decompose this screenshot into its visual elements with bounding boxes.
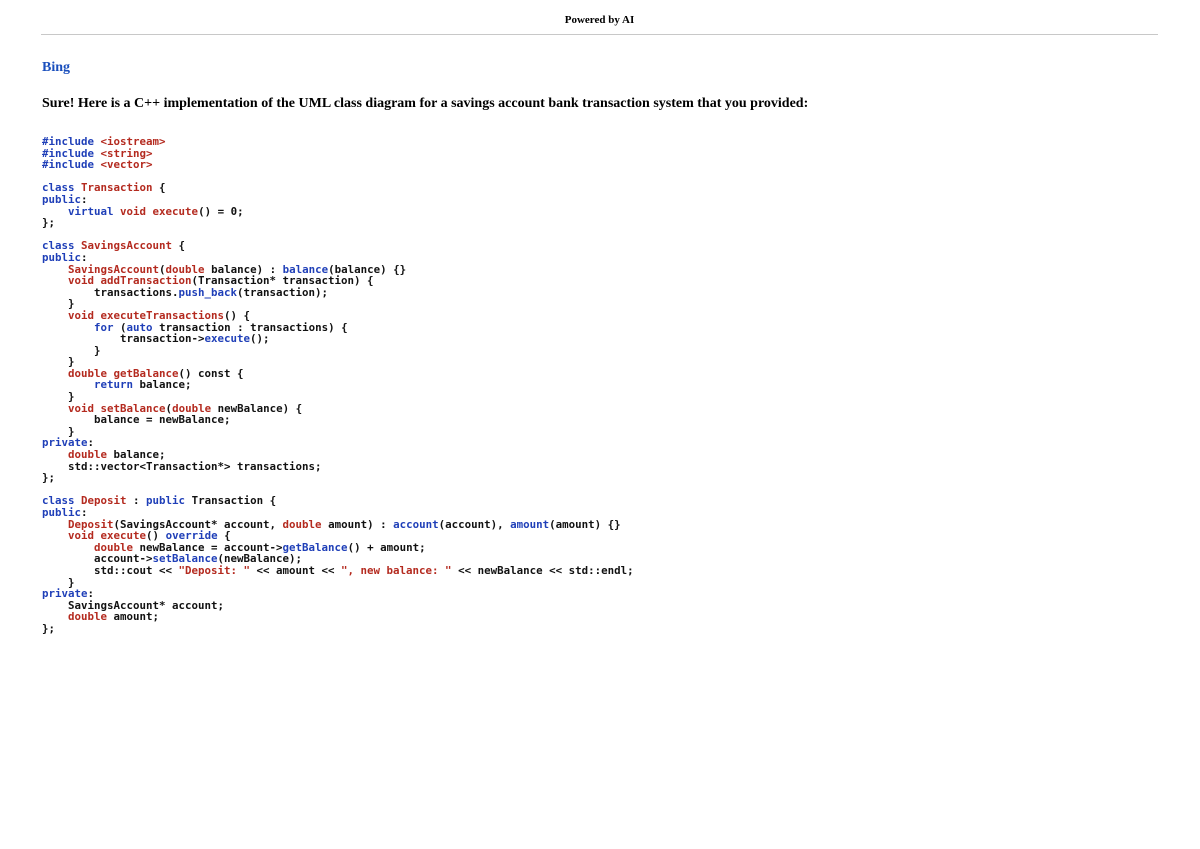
code-token: public xyxy=(42,506,82,519)
code-token: (transaction); xyxy=(237,285,329,299)
code-token: (SavingsAccount* account, xyxy=(113,517,283,531)
code-token: transaction-> xyxy=(42,332,205,346)
code-token: account xyxy=(393,517,439,531)
code-token: SavingsAccount* account; xyxy=(42,598,225,612)
code-token: class xyxy=(42,239,82,253)
code-token: } xyxy=(42,355,75,369)
code-token: << amount << xyxy=(250,563,342,577)
code-token: Transaction { xyxy=(185,494,277,508)
code-token: double xyxy=(172,401,212,415)
code-token: void xyxy=(68,401,101,415)
code-token: amount; xyxy=(107,610,160,624)
code-token: return xyxy=(94,378,134,392)
code-token: balance) : xyxy=(204,262,283,276)
code-token: virtual xyxy=(68,204,121,218)
code-token: } xyxy=(42,297,75,311)
code-token: class xyxy=(42,181,82,195)
message-intro: Sure! Here is a C++ implementation of the UML class diagram for a savings account bank transaction system that you provided: xyxy=(42,96,809,111)
code-token: ", new balance: " xyxy=(341,563,452,577)
code-line xyxy=(42,471,55,484)
code-token: void xyxy=(68,529,101,543)
code-token: std::vector<Transaction*> transactions; xyxy=(42,459,322,473)
code-token: newBalance) { xyxy=(211,401,303,415)
code-token: executeTransactions xyxy=(100,308,225,322)
code-token: getBalance xyxy=(113,366,179,380)
code-token: addTransaction xyxy=(100,274,192,288)
code-token: << newBalance << std::endl; xyxy=(451,563,634,577)
code-token: #include xyxy=(42,146,101,160)
code-token: public xyxy=(42,250,82,264)
code-token: account-> xyxy=(42,552,153,566)
code-token: "Deposit: " xyxy=(178,563,251,577)
code-token: balance = newBalance; xyxy=(42,413,231,427)
code-token: void xyxy=(120,204,153,218)
code-token: amount xyxy=(510,517,550,531)
code-token: execute xyxy=(152,204,199,218)
code-token: ( xyxy=(113,320,127,334)
code-line xyxy=(42,564,634,577)
code-token: #include xyxy=(42,135,101,148)
code-token: <string> xyxy=(100,146,153,160)
code-token: : xyxy=(126,494,147,508)
code-token: transaction : transactions) { xyxy=(152,320,348,334)
code-token: : xyxy=(81,192,88,206)
code-token: : xyxy=(81,506,88,519)
code-token: SavingsAccount xyxy=(68,262,160,276)
code-token: double xyxy=(68,610,108,624)
code-token: execute xyxy=(100,529,147,543)
code-block[interactable] xyxy=(42,136,634,635)
code-token: #include xyxy=(42,158,101,172)
code-line xyxy=(42,460,322,473)
code-token: (); xyxy=(250,332,270,346)
code-token: } xyxy=(42,575,75,589)
code-token: push_back xyxy=(178,285,238,299)
code-token: for xyxy=(94,320,114,334)
code-token: }; xyxy=(42,471,56,485)
code-token: std::cout << xyxy=(42,563,179,577)
code-token: Transaction xyxy=(81,181,153,195)
code-token: double xyxy=(94,540,134,554)
code-token: (balance) {} xyxy=(328,262,407,276)
code-token: setBalance xyxy=(152,552,218,566)
code-token: setBalance xyxy=(100,401,166,415)
code-token: execute xyxy=(204,332,251,346)
code-token: double xyxy=(282,517,322,531)
code-token: balance; xyxy=(133,378,192,392)
code-token: (amount) {} xyxy=(549,517,621,531)
code-token: (newBalance); xyxy=(217,552,303,566)
code-token: } xyxy=(42,424,75,438)
code-token: newBalance = account-> xyxy=(133,540,283,554)
code-line xyxy=(42,622,55,635)
code-token: Deposit xyxy=(81,494,127,508)
code-token: : xyxy=(81,250,88,264)
code-token: (Transaction* transaction) { xyxy=(191,274,374,288)
code-token: public xyxy=(42,192,82,206)
code-token: void xyxy=(68,308,101,322)
code-token: () { xyxy=(224,308,251,322)
code-line xyxy=(42,286,328,299)
code-line xyxy=(42,158,153,171)
code-token: }; xyxy=(42,216,56,230)
code-token: double xyxy=(165,262,205,276)
code-token: () + amount; xyxy=(347,540,426,554)
code-token: amount) : xyxy=(321,517,394,531)
code-token: () = 0; xyxy=(198,204,244,218)
powered-by-header: Powered by AI xyxy=(41,14,1158,35)
code-token: private xyxy=(42,587,88,601)
code-line xyxy=(42,205,244,218)
code-token: private xyxy=(42,436,88,450)
code-token: SavingsAccount xyxy=(81,239,173,253)
code-token: () const { xyxy=(178,366,244,380)
code-line xyxy=(42,610,159,623)
code-token: ( xyxy=(159,262,166,276)
code-token: { xyxy=(152,181,166,195)
code-token: { xyxy=(172,239,186,253)
code-token: } xyxy=(42,343,101,357)
code-token: auto xyxy=(126,320,153,334)
code-token: balance; xyxy=(107,448,166,462)
code-token: balance xyxy=(282,262,329,276)
code-token: class xyxy=(42,494,82,508)
code-token: getBalance xyxy=(282,540,348,554)
code-token: <vector> xyxy=(100,158,153,172)
code-token: } xyxy=(42,390,75,404)
code-token: : xyxy=(87,587,95,601)
code-token: double xyxy=(68,366,114,380)
code-line xyxy=(42,216,55,229)
assistant-name: Bing xyxy=(42,60,71,75)
code-token: (account), xyxy=(438,517,511,531)
code-token: { xyxy=(217,529,231,543)
code-token: double xyxy=(68,448,108,462)
code-token: <iostream> xyxy=(100,135,166,148)
code-token: void xyxy=(68,274,101,288)
code-token: : xyxy=(87,436,95,450)
code-token: transactions. xyxy=(42,285,179,299)
code-token: Deposit xyxy=(68,517,114,531)
code-token: ( xyxy=(165,401,173,415)
code-token: override xyxy=(165,529,218,543)
code-token: }; xyxy=(42,621,56,635)
code-token: public xyxy=(146,494,186,508)
code-token: () xyxy=(146,529,166,543)
